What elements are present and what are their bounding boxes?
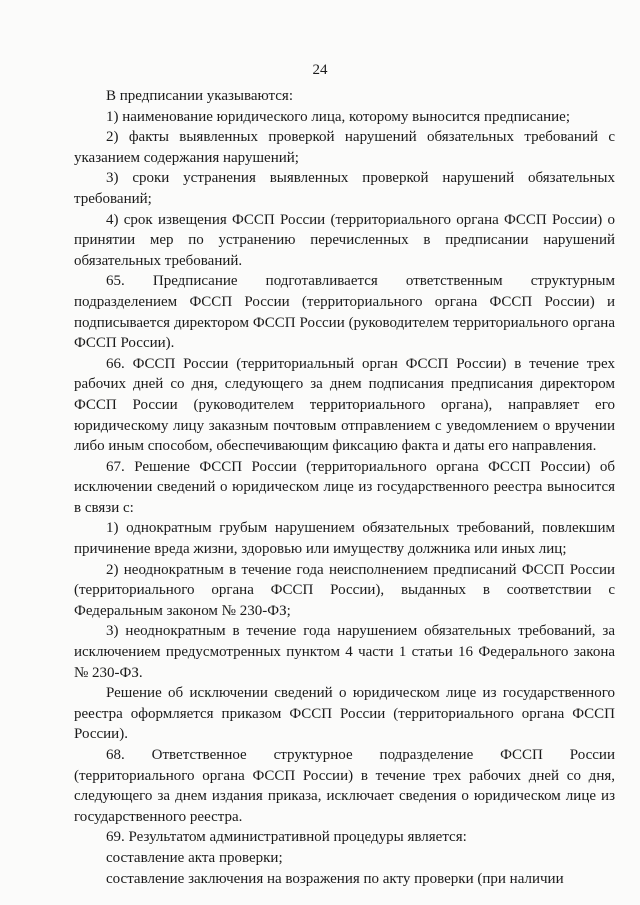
paragraph: 2) неоднократным в течение года неисполнением предписаний ФССП России (территориального органа ФССП России), выданных в соответствии с Федеральным законом № 230-ФЗ; <box>74 561 615 619</box>
paragraph: составление заключения на возражения по акту проверки (при наличии <box>106 870 564 887</box>
paragraph: 68. Ответственное структурное подразделение ФССП России (территориального органа ФССП России) в течение трех рабочих дней со дня, следующего за днем издания приказа, исключает сведения о юридическом лице из государственного реестра. <box>74 747 615 825</box>
document-body <box>74 86 615 889</box>
paragraph: 65. Предписание подготавливается ответственным структурным подразделением ФССП России (территориального органа ФССП России) и подписывается директором ФССП России (руководителем территориального органа ФССП России). <box>74 273 615 352</box>
paragraph: 1) однократным грубым нарушением обязательных требований, повлекшим причинение вреда жизни, здоровью или имуществу должника или иных лиц; <box>74 520 615 558</box>
paragraph: 4) срок извещения ФССП России (территориального органа ФССП России) о принятии мер по устранению перечисленных в предписании нарушений обязательных требований. <box>74 211 615 269</box>
paragraph: 67. Решение ФССП России (территориального органа ФССП России) об исключении сведений о юридическом лице из государственного реестра выносится в связи с: <box>74 458 615 516</box>
paragraph: 3) неоднократным в течение года нарушением обязательных требований, за исключением предусмотренных пунктом 4 части 1 статьи 16 Федерального закона № 230-ФЗ. <box>74 623 615 681</box>
paragraph: 3) сроки устранения выявленных проверкой нарушений обязательных требований; <box>74 170 615 207</box>
paragraph: В предписании указываются: <box>106 88 293 104</box>
page-number: 24 <box>312 62 328 78</box>
paragraph: составление акта проверки; <box>106 849 283 866</box>
paragraph: 69. Результатом административной процедуры является: <box>106 829 467 846</box>
paragraph: 66. ФССП России (территориальный орган ФССП России) в течение трех рабочих дней со дня, следующего за днем подписания предписания директором ФССП России (руководителем территориального органа), направляет его юридическому лицу заказным почтовым отправлением с уведомлением о вручении либо иным способом, обеспечивающим фиксацию факта и даты его направления. <box>74 355 615 455</box>
paragraph: 1) наименование юридического лица, которому выносится предписание; <box>106 108 571 125</box>
paragraph: Решение об исключении сведений о юридическом лице из государственного реестра оформляется приказом ФССП России (территориального органа ФССП России). <box>74 685 615 743</box>
paragraph: 2) факты выявленных проверкой нарушений обязательных требований с указанием содержания нарушений; <box>74 129 615 166</box>
